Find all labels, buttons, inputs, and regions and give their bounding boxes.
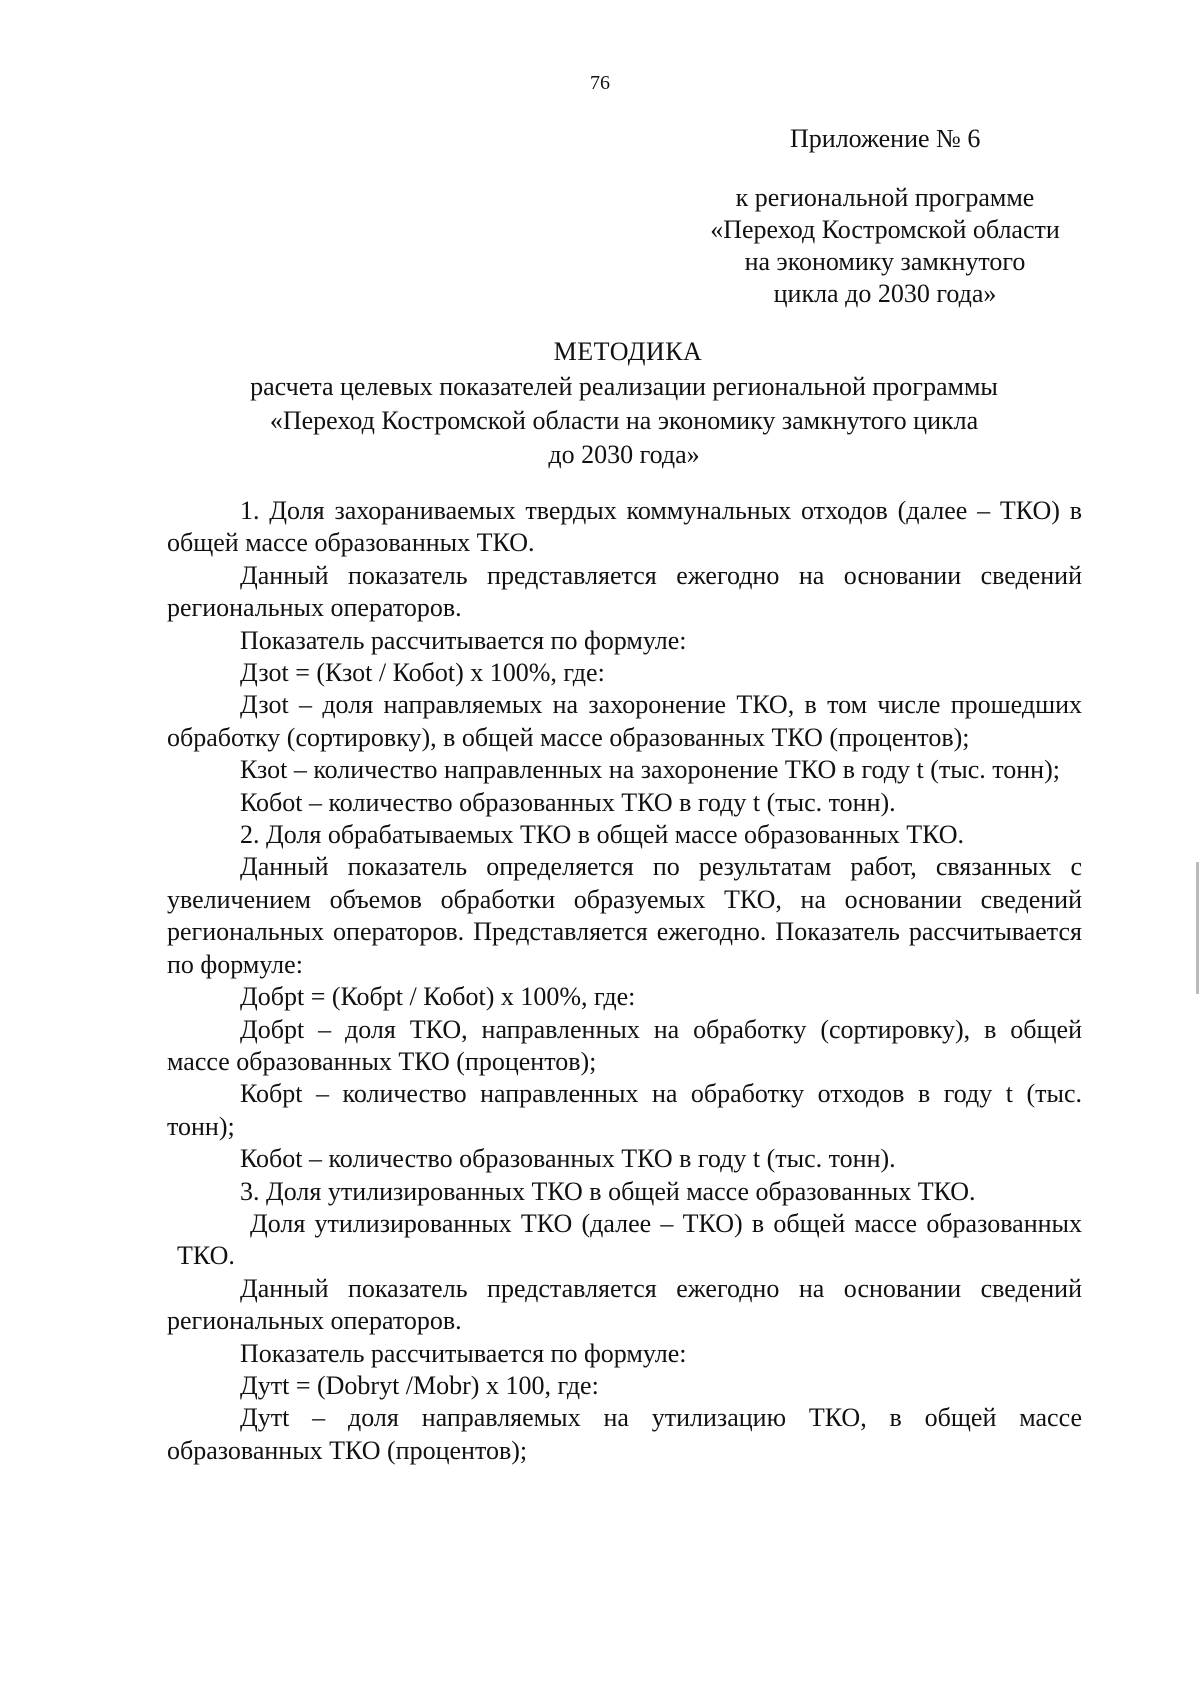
formula: Дзоt = (Кзоt / Кобоt) x 100%, где: (240, 658, 605, 688)
definition: Кобоt – количество образованных ТКО в году t (тыс. тонн). (240, 1144, 896, 1174)
document-title: МЕТОДИКА (553, 337, 703, 366)
page-number: 76 (590, 72, 610, 94)
body-text (167, 495, 1082, 1467)
formula: Добрt = (Кобрt / Кобоt) x 100%, где: (240, 982, 636, 1012)
appendix-line: к региональной программе (735, 183, 1035, 212)
definition: Дутt – доля направляемых на утилизацию ТКО, в общей массе образованных ТКО (процентов); (167, 1403, 1082, 1465)
appendix-line: «Переход Костромской области (710, 215, 1060, 244)
scan-edge-mark (1196, 862, 1199, 994)
subtitle-line: «Переход Костромской области на экономику замкнутого цикла (269, 406, 979, 435)
appendix-line: на экономику замкнутого (744, 247, 1026, 276)
formula: Дутt = (Dobryt /Mobr) x 100, где: (240, 1370, 599, 1400)
definition: Кобоt – количество образованных ТКО в году t (тыс. тонн). (240, 787, 896, 817)
paragraph: Данный показатель определяется по результатам работ, связанных с увеличением объемов обработки образуемых ТКО, на основании сведений региональных операторов. Представляется ежегодно. Показатель рассчитывается по формуле: (167, 852, 1082, 979)
definition: Кзоt – количество направленных на захоронение ТКО в году t (тыс. тонн); (240, 755, 1060, 785)
appendix-reference (680, 182, 1090, 310)
appendix-title: Приложение № 6 (790, 124, 981, 153)
section-heading-1: 1. Доля захораниваемых твердых коммунальных отходов (далее – ТКО) в общей массе образованных ТКО. (167, 496, 1082, 558)
definition: Дзоt – доля направляемых на захоронение ТКО, в том числе прошедших обработку (сортировку), в общей массе образованных ТКО (процентов); (167, 690, 1082, 752)
definition: Добрt – доля ТКО, направленных на обработку (сортировку), в общей массе образованных ТКО (процентов); (167, 1014, 1082, 1076)
paragraph: Показатель рассчитывается по формуле: (240, 625, 687, 655)
definition: Кобрt – количество направленных на обработку отходов в году t (тыс. тонн); (167, 1079, 1082, 1141)
paragraph: Данный показатель представляется ежегодно на основании сведений региональных операторов. (167, 1273, 1082, 1336)
section-heading-3: 3. Доля утилизированных ТКО в общей массе образованных ТКО. (240, 1176, 976, 1206)
paragraph: Доля утилизированных ТКО (далее – ТКО) в общей массе образованных ТКО. (177, 1208, 1082, 1271)
paragraph: Данный показатель представляется ежегодно на основании сведений региональных операторов. (167, 560, 1082, 623)
subtitle-line: расчета целевых показателей реализации региональной программы (250, 372, 998, 401)
subtitle-line: до 2030 года» (548, 440, 700, 469)
document-subtitle (160, 370, 1088, 472)
section-heading-2: 2. Доля обрабатываемых ТКО в общей массе образованных ТКО. (240, 820, 965, 850)
paragraph: Показатель рассчитывается по формуле: (240, 1338, 687, 1368)
appendix-line: цикла до 2030 года» (773, 279, 997, 308)
